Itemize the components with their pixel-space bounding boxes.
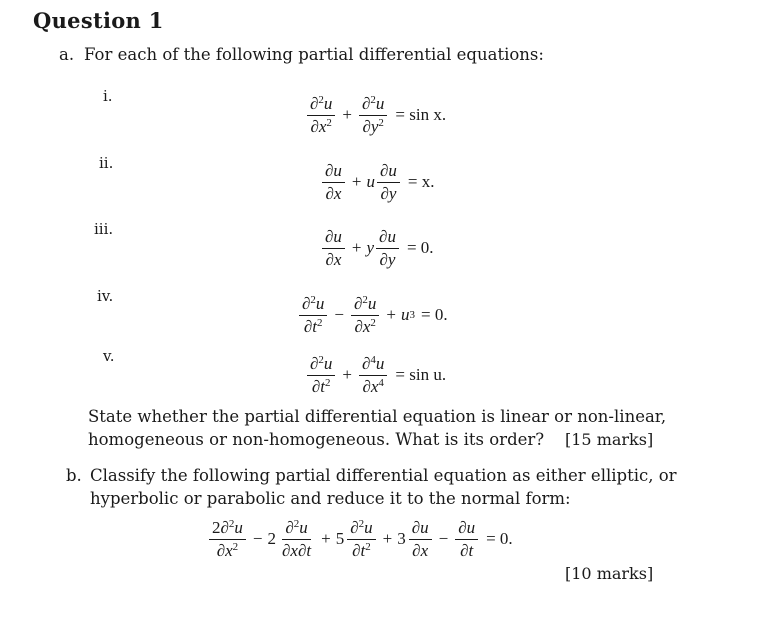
- equation-i: $\frac{\partial^2u}{\partial x^2}$ + $\frac{\partial^2u}{\partial y^2}$ = sin x.: [305, 94, 446, 136]
- equation-i-rhs: = sin x.: [395, 105, 447, 125]
- equation-v: $\frac{\partial^2u}{\partial t^2}$ + $\frac{\partial^4u}{\partial x^4}$ = sin u.: [305, 354, 446, 396]
- part-b-line1: Classify the following partial differential equation as either elliptic, or: [90, 466, 677, 485]
- equation-ii: $\frac{\partial u}{\partial x}$ + u $\frac{\partial u}{\partial y}$ = x.: [320, 161, 435, 203]
- equation-b: $\frac{2\partial^2u}{\partial x^2}$ − 2 $\frac{\partial^2u}{\partial x\partial t}$ + 5 $\frac{\partial^2u}{\partial t^2}$ + 3 $\frac{\partial u}{\partial x}$ − $\frac{\partial u}{\partial t}$ = 0.: [207, 518, 513, 560]
- equation-iii: $\frac{\partial u}{\partial x}$ + y $\frac{\partial u}{\partial y}$ = 0.: [320, 227, 434, 269]
- part-a-instruction-line2: homogeneous or non-homogeneous. What is its order?: [88, 430, 545, 449]
- equation-iv: $\frac{\partial^2u}{\partial t^2}$ − $\frac{\partial^2u}{\partial x^2}$ + u 3 = 0.: [297, 294, 448, 336]
- equation-iii-rhs: = 0.: [406, 238, 434, 258]
- part-b-marks: [10 marks]: [565, 564, 654, 583]
- part-b-label: b.: [66, 466, 82, 485]
- part-b-line2: hyperbolic or parabolic and reduce it to the normal form:: [90, 489, 571, 508]
- part-a-intro: For each of the following partial differential equations:: [84, 45, 544, 64]
- equation-v-rhs: = sin u.: [395, 365, 447, 385]
- equation-b-rhs: = 0.: [486, 529, 513, 549]
- part-a-instruction-line1: State whether the partial differential equation is linear or non-linear,: [88, 407, 667, 426]
- question-title: Question 1: [33, 8, 164, 33]
- part-a-label: a.: [59, 45, 75, 64]
- item-label-ii: ii.: [99, 154, 114, 172]
- item-label-v: v.: [103, 347, 115, 365]
- item-label-i: i.: [103, 87, 113, 105]
- equation-iv-rhs: = 0.: [421, 305, 448, 325]
- item-label-iv: iv.: [97, 287, 114, 305]
- item-label-iii: iii.: [94, 220, 114, 238]
- part-a-marks: [15 marks]: [565, 430, 654, 449]
- equation-ii-rhs: = x.: [407, 172, 435, 192]
